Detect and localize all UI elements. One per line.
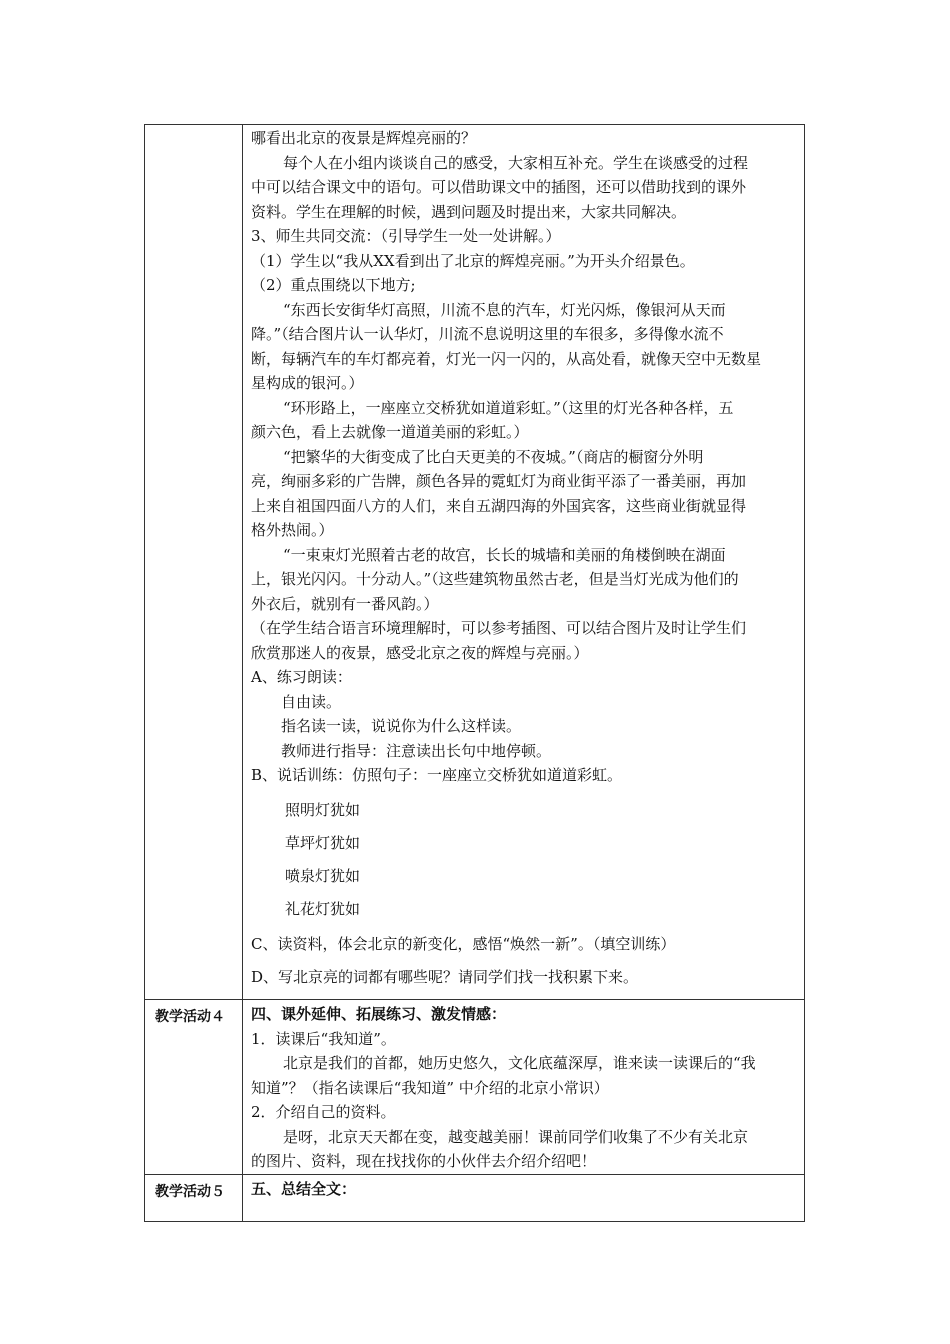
row-label-activity-4: 教学活动４ [145,1000,243,1174]
lesson-plan-table [144,124,805,1222]
row-content: 五、总结全文： [251,1180,357,1198]
table-row [145,125,804,999]
row-content: 哪看出北京的夜景是辉煌亮丽的？ 每个人在小组内谈谈自己的感受，大家相互补充。学生在谈感受的过程 中可以结合课文中的语句。可以借助课文中的插图，还可以借助找到的课外 资料。学生在理解的时候，遇到问题及时提出来，大家共同解决。 3、师生共同交流：（引导学生一处一处讲解。） （1）学生以“我从XX看到出了北京的辉煌亮丽。”为开头介绍景色。 （2）重点围绕以下地方; “东西长安街华灯高照，川流不息的汽车，灯光闪烁，像银河从天而 降。”（结合图片认一认华灯，川流不息说明这里的车很多，多得像水流不 断，每辆汽车的车灯都亮着，灯光一闪一闪的，从高处看，就像天空中无数星 星构成的银河。） “环形路上，一座座立交桥犹如道道彩虹。”（这里的灯光各种各样，五 颜六色，看上去就像一道道美丽的彩虹。） “把繁华的大街变成了比白天更美的不夜城。”（商店的橱窗分外明 亮，绚丽多彩的广告牌，颜色各异的霓虹灯为商业街平添了一番美丽，再加 上来自祖国四面八方的人们，来自五湖四海的外国宾客，这些商业街就显得 格外热闹。） “一束束灯光照着古老的故宫，长长的城墙和美丽的角楼倒映在湖面 上，银光闪闪。十分动人。”（这些建筑物虽然古老，但是当灯光成为他们的 外衣后，就别有一番风韵。） （在学生结合语言环境理解时，可以参考插图、可以结合图片及时让学生们 欣赏那迷人的夜景，感受北京之夜的辉煌与亮丽。） A、练习朗读： 自由读。 指名读一读，说说你为什么这样读。 教师进行指导：注意读出长句中地停顿。 B、说话训练：仿照句子：一座座立交桥犹如道道彩虹。 照明灯犹如 草坪灯犹如 喷泉灯犹如 礼花灯犹如 C、读资料，体会北京的新变化，感悟“焕然一新”。（填空训练） D、写北京亮的词都有哪些呢？请同学们找一找积累下来。 [251,129,762,986]
table-row [145,999,804,1174]
row-label-activity-5: 教学活动５ [145,1175,243,1221]
table-row [145,1174,804,1221]
row-content: 四、课外延伸、拓展练习、激发情感： 1．读课后“我知道”。 北京是我们的首都，她历史悠久，文化底蕴深厚，谁来读一读课后的“我 知道”？（指名读课后“我知道” 中介绍的北京小常识） 2．介绍自己的资料。 是呀，北京天天都在变，越变越美丽！课前同学们收集了不少有关北京 的图片、资料，现在找找你的小伙伴去介绍介绍吧！ [251,1005,756,1170]
row-label [145,125,243,999]
